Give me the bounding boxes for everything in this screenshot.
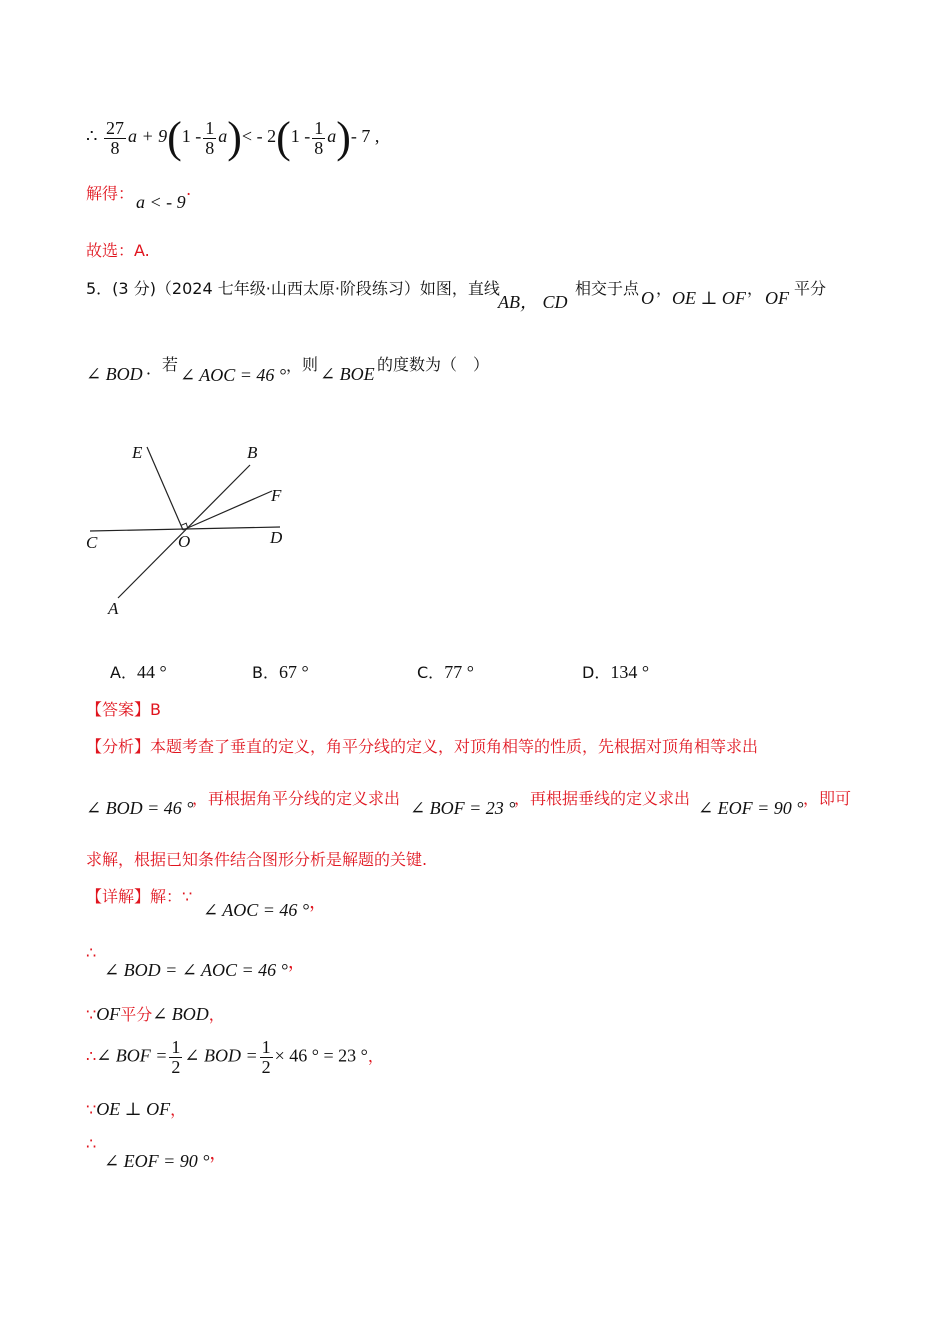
fraction: $\frac{1}{2}$ <box>261 1037 271 1077</box>
label-a: A <box>108 599 119 618</box>
lines-ab-cd: AB， CD <box>498 292 568 312</box>
label-b: B <box>247 443 258 462</box>
intersect-text: 相交于点 <box>575 279 640 298</box>
perp-oe-of: OE ⊥ OF <box>672 288 746 308</box>
angle-bod: ∠ BOD <box>86 364 143 384</box>
fraction: $\frac{1}{8}$ <box>205 117 215 158</box>
label-d: D <box>270 528 283 547</box>
question-line1-prefix: 5．(3 分)（2024 七年级·山西太原·阶段练习）如图，直线 <box>86 279 500 298</box>
equation-line: ∴ $\frac{27}{8}$ a + 9(1 - $\frac{1}{8}$ a)< - 2(1 - $\frac{1}{8}$ a)- 7 , <box>86 113 380 162</box>
therefore-symbol: ∴ <box>86 126 98 147</box>
label-c: C <box>86 533 98 552</box>
ray-oe <box>147 447 183 530</box>
therefore-2: ∴ <box>86 1134 97 1153</box>
choice-label: 故选：A. <box>86 241 150 260</box>
bisect-text: 平分 <box>794 279 827 298</box>
fraction: $\frac{1}{2}$ <box>171 1037 181 1077</box>
angle-aoc: ∠ AOC = 46 ° <box>180 365 287 385</box>
angle-boe: ∠ BOE <box>320 364 375 384</box>
ray-of: OF <box>765 288 789 308</box>
analysis-math-bof: ∠ BOF = 23 ° <box>410 798 516 818</box>
fraction: $\frac{27}{8}$ <box>105 117 124 158</box>
analysis-line1: 【分析】本题考查了垂直的定义，角平分线的定义，对顶角相等的性质，先根据对顶角相等求出 <box>86 737 759 756</box>
solve-result: a < - 9· <box>136 184 192 212</box>
analysis-line3: 求解，根据已知条件结合图形分析是解题的关键. <box>86 850 428 869</box>
detail-label: 【详解】解：∵ <box>86 887 193 906</box>
answer-line: 【答案】B <box>86 700 161 719</box>
detail-line5: ∵OE ⊥ OF， <box>86 1099 187 1119</box>
option-b[interactable]: B．67 ° <box>252 662 309 682</box>
therefore-1: ∴ <box>86 943 97 962</box>
option-c[interactable]: C．77 ° <box>417 662 474 682</box>
analysis-math-eof: ∠ EOF = 90 ° <box>698 798 804 818</box>
label-f: F <box>271 486 282 505</box>
detail-line1: ∠ AOC = 46 °， <box>203 892 328 920</box>
answer-value: B <box>150 700 161 719</box>
point-o: O <box>641 288 654 308</box>
then-text: 则 <box>302 355 319 374</box>
option-d[interactable]: D．134 ° <box>582 662 650 682</box>
detail-line4: ∴∠ BOF = $\frac{1}{2}$ ∠ BOD = $\frac{1}{2}$ × 46 ° = 23 °， <box>86 1037 384 1077</box>
if-text: 若 <box>162 355 179 374</box>
solve-label: 解得： <box>86 184 135 203</box>
label-e: E <box>132 443 143 462</box>
analysis-math-bod: ∠ BOD = 46 ° <box>86 798 194 818</box>
fraction: $\frac{1}{8}$ <box>314 117 324 158</box>
geometry-figure <box>80 435 310 625</box>
ray-of <box>183 491 272 530</box>
label-o: O <box>178 532 191 551</box>
detail-line6: ∠ EOF = 90 °， <box>104 1143 228 1171</box>
detail-line3: ∵OF平分∠ BOD， <box>86 1004 225 1024</box>
detail-line2: ∠ BOD = ∠ AOC = 46 °， <box>104 952 306 980</box>
ask-text: 的度数为（ ） <box>377 355 490 374</box>
option-a[interactable]: A．44 ° <box>110 662 167 682</box>
